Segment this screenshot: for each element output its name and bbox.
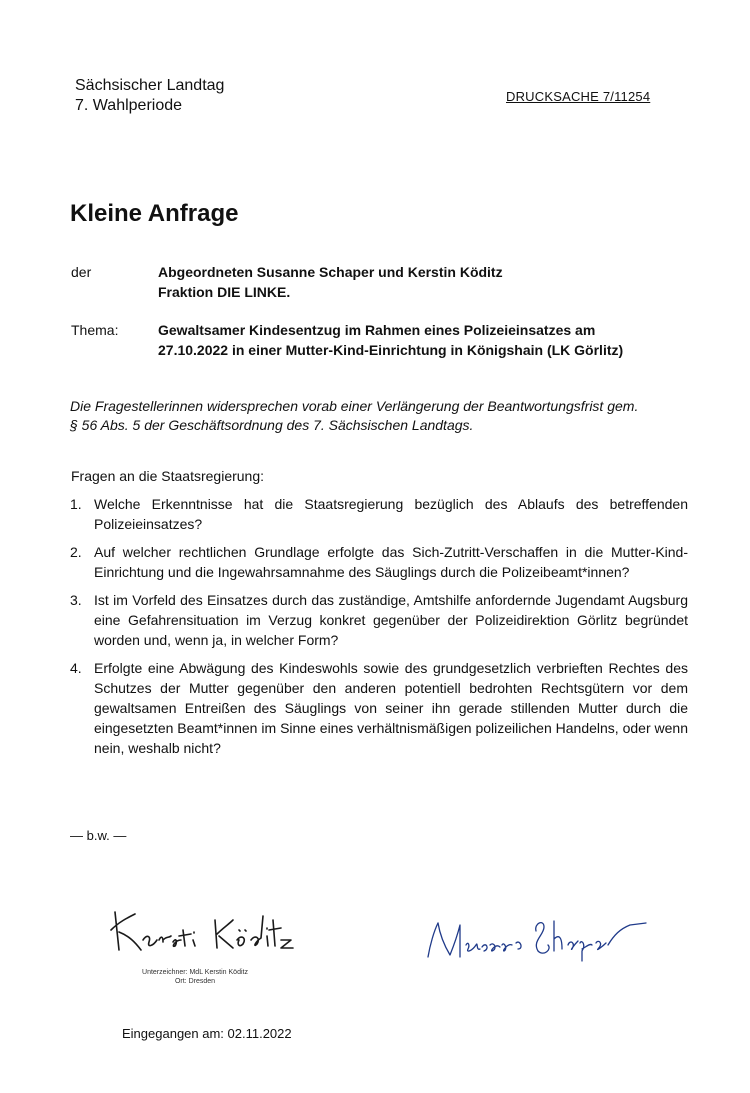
- from-value: [158, 262, 698, 302]
- signer-line: Unterzeichner: MdL Kerstin Köditz: [142, 969, 248, 976]
- question-number: 1.: [70, 496, 82, 512]
- question-text: Ist im Vorfeld des Einsatzes durch das zuständige, Amtshilfe anfordernde Jugendamt Augsburg eine Gefahrensituation im Verzug konkret gegenüber der Polizeidirektion Görlitz begründet worden und, wenn ja, in welcher Form?: [94, 592, 688, 648]
- signature-koeditz: [105, 900, 295, 960]
- questions-intro: Fragen an die Staatsregierung:: [71, 468, 265, 484]
- list-item: [70, 542, 688, 582]
- parliament-name: Sächsischer Landtag: [75, 77, 225, 94]
- continued-marker: — b.w. —: [70, 828, 127, 843]
- faction-line: Fraktion DIE LINKE.: [158, 284, 291, 300]
- question-number: 4.: [70, 660, 82, 676]
- signer-caption: [110, 968, 280, 986]
- list-item: [70, 494, 688, 534]
- signature-schaper: [420, 905, 650, 965]
- topic-label: Thema:: [71, 322, 119, 338]
- topic-value: [158, 320, 698, 360]
- note-line-1: Die Fragestellerinnen widersprechen vorab einer Verlängerung der Beantwortungsfrist gem.: [70, 398, 639, 414]
- place-line: Ort: Dresden: [174, 978, 216, 985]
- question-text: Erfolgte eine Abwägung des Kindeswohls sowie des grundgesetzlich verbrieften Rechtes des Schutzes der Mutter gegenüber den anderen potentiell bedrohten Rechtsgütern vor dem gewaltsamen Entreißen des Säuglings von seiner ihn gerade stillenden Mutter durch die eingesetzten Beamt*innen im Sinne eines verhältnismäßigen polizeilichen Handelns, oder wenn nein, weshalb nicht?: [94, 660, 688, 756]
- question-text: Welche Erkenntnisse hat die Staatsregierung bezüglich des Ablaufs des betreffenden Polizeieinsatzes?: [94, 496, 688, 532]
- question-text: Auf welcher rechtlichen Grundlage erfolgte das Sich-Zutritt-Verschaffen in die Mutter-Kind-Einrichtung und die Ingewahrsamnahme des Säuglings durch die Polizeibeamt*innen?: [94, 544, 688, 580]
- from-label: der: [71, 264, 92, 280]
- note-line-2: § 56 Abs. 5 der Geschäftsordnung des 7. Sächsischen Landtags.: [70, 417, 474, 433]
- document-number: DRUCKSACHE 7/11254: [506, 89, 651, 104]
- list-item: [70, 590, 688, 650]
- received-date: Eingegangen am: 02.11.2022: [122, 1026, 292, 1041]
- topic-line-2: 27.10.2022 in einer Mutter-Kind-Einrichtung in Königshain (LK Görlitz): [158, 342, 624, 358]
- header-parliament-block: [75, 76, 224, 116]
- topic-line-1: Gewaltsamer Kindesentzug im Rahmen eines Polizeieinsatzes am: [158, 322, 596, 338]
- questions-list: [70, 494, 688, 766]
- deadline-note: [70, 397, 690, 435]
- legislative-period: 7. Wahlperiode: [75, 97, 183, 114]
- question-number: 3.: [70, 592, 82, 608]
- list-item: [70, 658, 688, 758]
- question-number: 2.: [70, 544, 82, 560]
- page-title: Kleine Anfrage: [70, 200, 239, 227]
- authors-line: Abgeordneten Susanne Schaper und Kerstin Köditz: [158, 264, 503, 280]
